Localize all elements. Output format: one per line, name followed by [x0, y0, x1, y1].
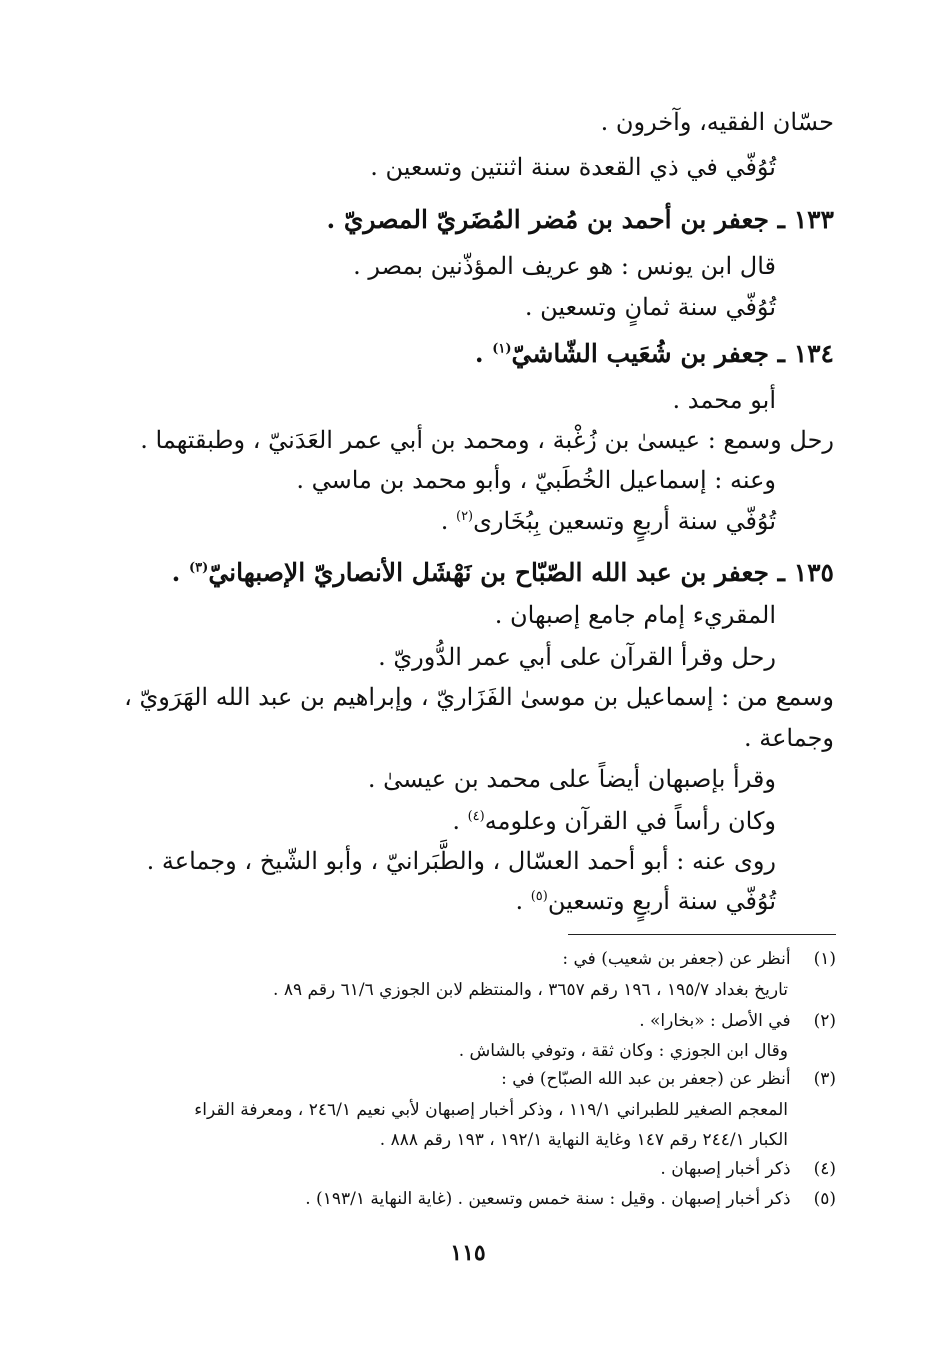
footnote-marker: (٣): [189, 560, 209, 576]
text-line: قال ابن يونس : هو عريف المؤذّنين بمصر .: [353, 252, 776, 280]
footnote-marker: (٤): [467, 809, 485, 824]
heading-end: .: [474, 339, 493, 368]
footnote-number: (٢): [813, 1011, 836, 1031]
footnote-marker: (٥): [530, 889, 548, 904]
entry-heading-134: [475, 337, 834, 371]
footnote-text: في الأصل : «بخارا» .: [639, 1011, 791, 1031]
line-text: وكان رأساً في القرآن وعلومه: [484, 807, 776, 835]
footnote-marker: (١): [492, 341, 512, 357]
entry-heading-133: ١٣٣ ـ جعفر بن أحمد بن مُضر المُضَريّ المصريّ .: [326, 205, 834, 234]
text-line: حسّان الفقيه، وآخرون .: [600, 108, 834, 136]
text-line: وعنه : إسماعيل الخُطَبيّ ، وأبو محمد بن ماسي .: [296, 466, 776, 494]
footnote-4: [660, 1156, 836, 1182]
footnote-3-cont: الكبار ٢٤٤/١ رقم ١٤٧ وغاية النهاية ١٩٢/١ ، ١٩٣ رقم ٨٨٨ .: [379, 1130, 788, 1150]
text-line: أبو محمد .: [672, 386, 776, 414]
footnote-number: (٥): [813, 1189, 836, 1209]
text-line: وقرأ بإصبهان أيضاً على محمد بن عيسىٰ .: [367, 765, 776, 793]
footnote-marker: (٢): [455, 509, 474, 524]
footnote-1: [562, 946, 836, 972]
text-line: تُوُفّي في ذي القعدة سنة اثنتين وتسعين .: [370, 153, 776, 181]
line-end: .: [440, 507, 456, 535]
heading-end: .: [171, 558, 190, 587]
text-line: روى عنه : أبو أحمد العسّال ، والطَّبَرانيّ ، وأبو الشّيخ ، وجماعة .: [146, 847, 776, 875]
footnote-2: [639, 1008, 836, 1034]
text-line: المقريء إمام جامع إصبهان .: [494, 601, 776, 629]
heading-text: ١٣٥ ـ جعفر بن عبد الله الصّبّاح بن نَهْشَل الأنصاريّ الإصبهانيّ: [208, 558, 834, 587]
text-line: وجماعة .: [743, 724, 834, 752]
footnote-number: (٣): [813, 1069, 836, 1089]
text-line: [515, 884, 776, 918]
footnote-number: (٤): [813, 1159, 836, 1179]
footnote-text: أنظر عن (جعفر بن عبد الله الصبّاح) في :: [501, 1069, 791, 1089]
footnote-divider: [568, 934, 836, 935]
footnote-text: ذكر أخبار إصبهان .: [660, 1159, 791, 1179]
page-number: ١١٥: [450, 1240, 486, 1266]
line-text: تُوُفّي سنة أربعٍ وتسعين: [547, 887, 776, 915]
text-line: رحل وقرأ القرآن على أبي عمر الدُّوريّ .: [378, 643, 776, 671]
footnote-text: ذكر أخبار إصبهان . وقيل : سنة خمس وتسعين . (غاية النهاية ١٩٣/١) .: [305, 1189, 791, 1209]
footnote-3: [501, 1066, 836, 1092]
footnote-5: [305, 1186, 836, 1212]
line-text: تُوُفّي سنة أربعٍ وتسعين بِبُخَارى: [473, 507, 776, 535]
footnote-1-cont: تاريخ بغداد ١٩٥/٧ ، ١٩٦ رقم ٣٦٥٧ ، والمنتظم لابن الجوزي ٦١/٦ رقم ٨٩ .: [273, 980, 788, 1000]
text-line: وسمع من : إسماعيل بن موسىٰ الفَزَاريّ ، وإبراهيم بن عبد الله الهَرَويّ ،: [124, 683, 834, 711]
footnote-3-cont: المعجم الصغير للطبراني ١١٩/١ ، وذكر أخبار إصبهان لأبي نعيم ٢٤٦/١ ، ومعرفة القراء: [194, 1100, 788, 1120]
text-line: رحل وسمع : عيسىٰ بن زُغْبة ، ومحمد بن أبي عمر العَدَنيّ ، وطبقتهما .: [140, 426, 834, 454]
footnote-2-cont: وقال ابن الجوزي : وكان ثقة ، وتوفي بالشاش .: [458, 1041, 788, 1061]
heading-text: ١٣٤ ـ جعفر بن شُعَيب الشّاشيّ: [511, 339, 834, 368]
footnote-number: (١): [813, 949, 836, 969]
text-line: [441, 504, 776, 538]
line-end: .: [452, 807, 468, 835]
entry-heading-135: [172, 556, 834, 590]
line-end: .: [515, 887, 531, 915]
text-line: تُوُفّي سنة ثمانٍ وتسعين .: [524, 293, 776, 321]
text-line: [452, 804, 776, 838]
footnote-text: أنظر عن (جعفر بن شعيب) في :: [562, 949, 791, 969]
